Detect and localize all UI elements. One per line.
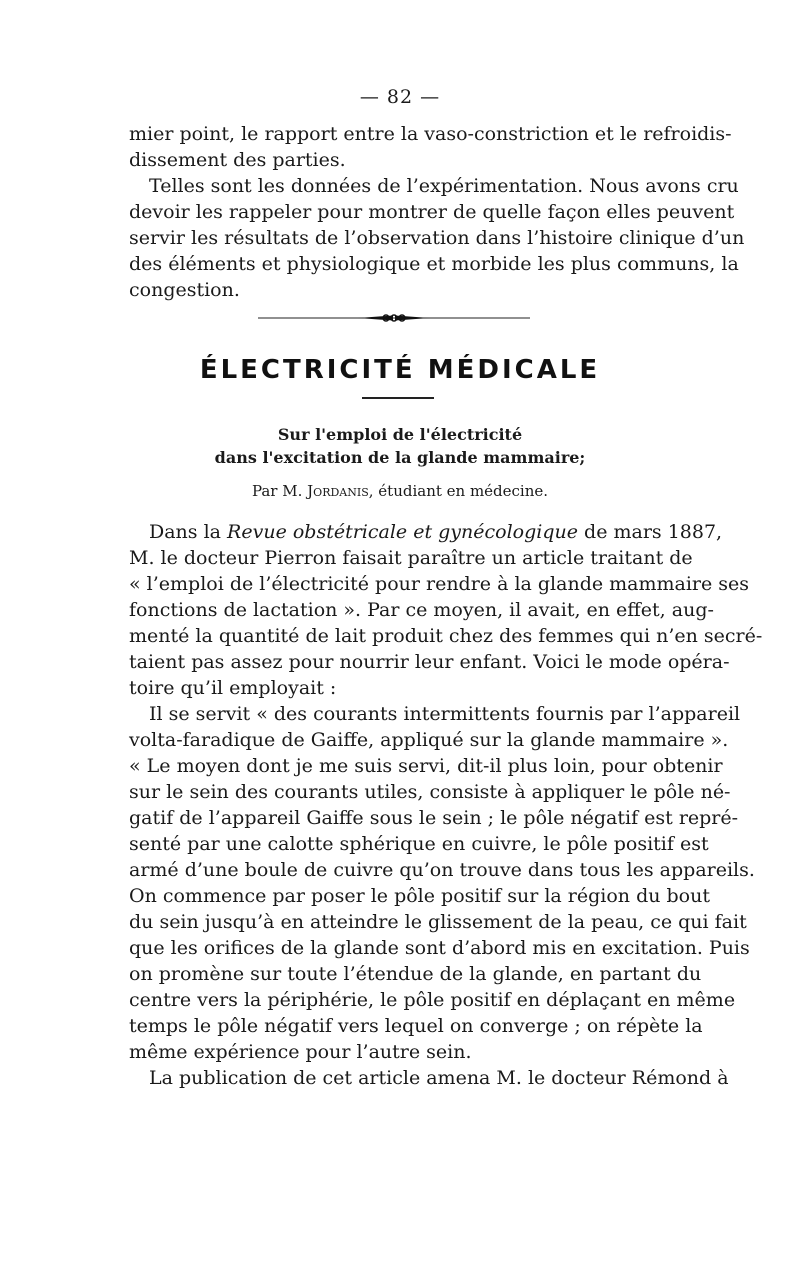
byline-suffix: , étudiant en médecine. bbox=[368, 482, 549, 500]
article-subtitle-line1: Sur l'emploi de l'électricité bbox=[277, 425, 523, 444]
text-line: Il se servit « des courants intermittents fournis par l’appareil bbox=[149, 703, 741, 725]
text-line: armé d’une boule de cuivre qu’on trouve dans tous les appareils. bbox=[129, 859, 755, 881]
text-line: Telles sont les données de l’expérimentation. Nous avons cru bbox=[149, 175, 739, 197]
text-line: on promène sur toute l’étendue de la glande, en partant du bbox=[129, 963, 702, 985]
line-suffix: de mars 1887, bbox=[584, 521, 723, 543]
line-prefix: Dans la bbox=[149, 521, 221, 543]
title-rule bbox=[362, 397, 434, 399]
article-subtitle-line2: dans l'excitation de la glande mammaire; bbox=[214, 448, 586, 467]
text-line: menté la quantité de lait produit chez des femmes qui n’en secré- bbox=[129, 625, 763, 647]
text-line: M. le docteur Pierron faisait paraître un article traitant de bbox=[129, 547, 693, 569]
text-line: devoir les rappeler pour montrer de quelle façon elles peuvent bbox=[129, 201, 735, 223]
text-line: senté par une calotte sphérique en cuivre, le pôle positif est bbox=[129, 833, 709, 855]
text-line: du sein jusqu’à en atteindre le glissement de la peau, ce qui fait bbox=[129, 911, 747, 933]
text-line: dissement des parties. bbox=[129, 149, 346, 171]
text-line: volta-faradique de Gaiffe, appliqué sur la glande mammaire ». bbox=[129, 729, 729, 751]
text-line: toire qu’il employait : bbox=[129, 677, 337, 699]
section-title: ÉLECTRICITÉ MÉDICALE bbox=[199, 355, 601, 385]
text-line: congestion. bbox=[129, 279, 240, 301]
text-line: La publication de cet article amena M. le docteur Rémond à bbox=[149, 1067, 729, 1089]
text-line: que les orifices de la glande sont d’abord mis en excitation. Puis bbox=[129, 937, 750, 959]
text-line: « Le moyen dont je me suis servi, dit-il plus loin, pour obtenir bbox=[129, 755, 723, 777]
text-line: mier point, le rapport entre la vaso-constriction et le refroidis- bbox=[129, 123, 732, 145]
text-line: On commence par poser le pôle positif sur la région du bout bbox=[129, 885, 710, 907]
body-paragraphs bbox=[129, 519, 763, 1091]
text-line: centre vers la périphérie, le pôle positif en déplaçant en même bbox=[129, 989, 736, 1011]
text-line: servir les résultats de l’observation dans l’histoire clinique d’un bbox=[129, 227, 745, 249]
intro-paragraphs bbox=[129, 121, 745, 303]
text-line bbox=[129, 519, 723, 545]
text-line: des éléments et physiologique et morbide les plus communs, la bbox=[129, 253, 739, 275]
journal-title: Revue obstétricale et gynécologique bbox=[227, 521, 578, 543]
text-line: gatif de l’appareil Gaiffe sous le sein ; le pôle négatif est repré- bbox=[129, 807, 739, 829]
byline bbox=[0, 482, 800, 500]
byline-author: Jordanis bbox=[307, 482, 369, 500]
ornamental-divider bbox=[258, 311, 530, 325]
byline-prefix: Par M. bbox=[251, 482, 303, 500]
text-line: taient pas assez pour nourrir leur enfant. Voici le mode opéra- bbox=[129, 651, 730, 673]
text-line: « l’emploi de l’électricité pour rendre à la glande mammaire ses bbox=[129, 573, 750, 595]
page-number: — 82 — bbox=[359, 86, 441, 108]
text-line: même expérience pour l’autre sein. bbox=[129, 1041, 472, 1063]
text-line: fonctions de lactation ». Par ce moyen, il avait, en effet, aug- bbox=[129, 599, 714, 621]
text-line: sur le sein des courants utiles, consiste à appliquer le pôle né- bbox=[129, 781, 731, 803]
text-line: temps le pôle négatif vers lequel on converge ; on répète la bbox=[129, 1015, 703, 1037]
